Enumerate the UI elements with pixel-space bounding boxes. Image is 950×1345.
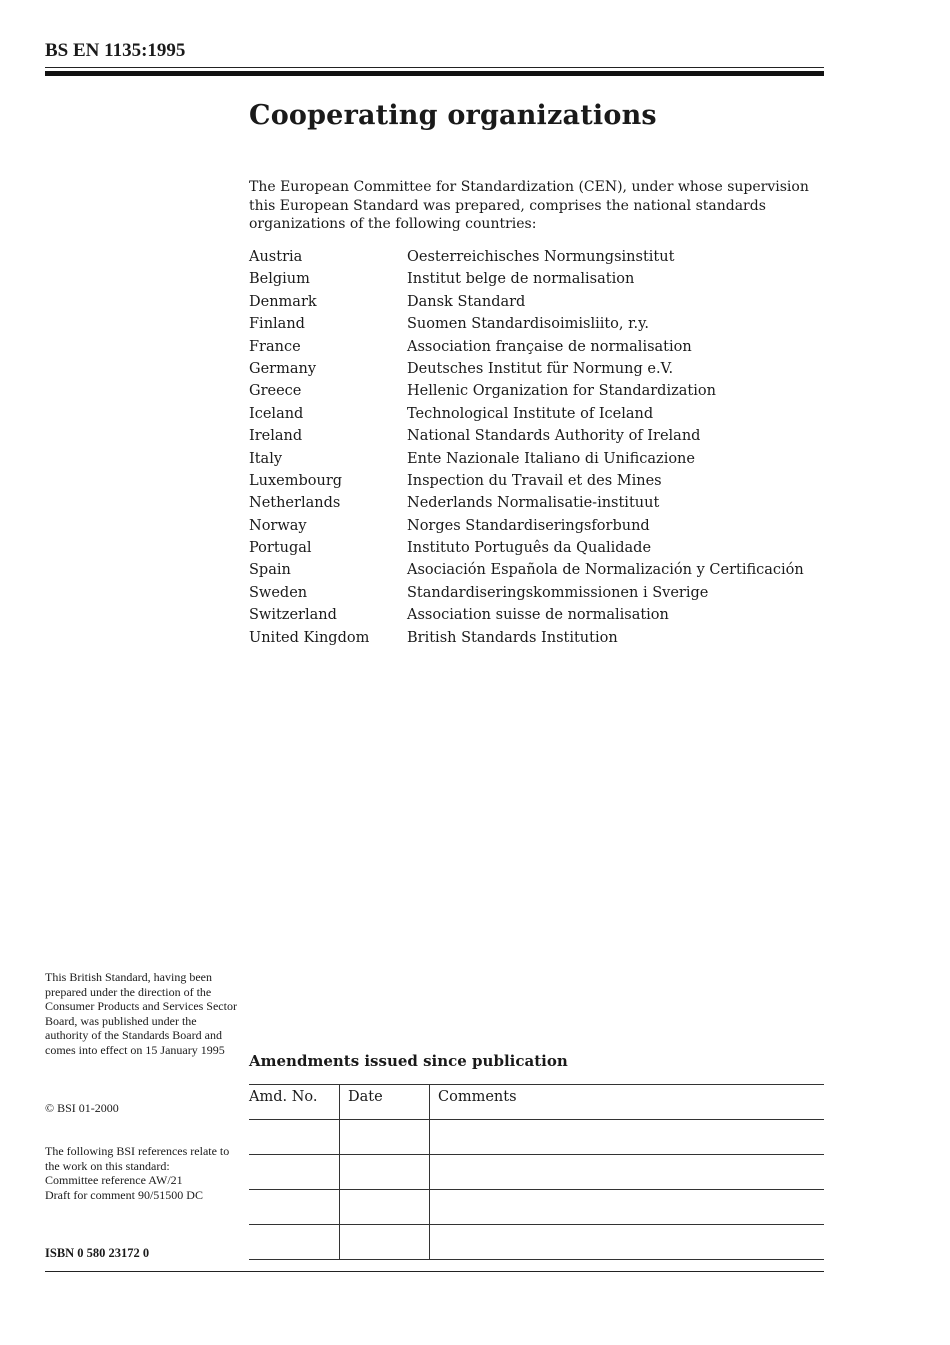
list-item (249, 451, 804, 473)
country-name: Netherlands (249, 495, 341, 512)
table-cell (430, 1225, 825, 1260)
organization-name: Inspection du Travail et des Mines (407, 472, 662, 489)
organization-name: British Standards Institution (407, 629, 618, 646)
country-name: Greece (249, 383, 302, 400)
list-item (249, 518, 804, 540)
list-item (249, 316, 804, 338)
isbn: ISBN 0 580 23172 0 (45, 1246, 150, 1260)
country-name: France (249, 338, 301, 355)
amendments-table (249, 1084, 824, 1260)
organization-name: Standardiseringskommissionen i Sverige (407, 584, 709, 601)
organization-name: Technological Institute of Iceland (407, 405, 654, 422)
column-header-comments: Comments (430, 1085, 825, 1120)
organization-name: Instituto Português da Qualidade (407, 540, 652, 557)
country-name: Germany (249, 360, 317, 377)
column-header-amd-no: Amd. No. (249, 1085, 340, 1120)
list-item (249, 383, 804, 405)
amendments-title: Amendments issued since publication (249, 1052, 568, 1070)
organization-name: Deutsches Institut für Normung e.V. (407, 360, 674, 377)
country-name: Denmark (249, 293, 317, 310)
list-item (249, 361, 804, 383)
country-name: Switzerland (249, 607, 337, 624)
header-rule-thin (45, 67, 824, 68)
organization-name: Ente Nazionale Italiano di Unificazione (407, 450, 695, 467)
country-name: Norway (249, 517, 307, 534)
organization-name: Nederlands Normalisatie-instituut (407, 495, 660, 512)
country-name: United Kingdom (249, 629, 370, 646)
footer-rule (45, 1271, 824, 1272)
list-item (249, 630, 804, 652)
table-row (249, 1225, 824, 1260)
organization-name: Suomen Standardisoimisliito, r.y. (407, 316, 649, 333)
list-item (249, 585, 804, 607)
organization-name: Association française de normalisation (407, 338, 692, 355)
draft-reference: Draft for comment 90/51500 DC (45, 1187, 203, 1202)
organization-name: Dansk Standard (407, 293, 526, 310)
country-name: Spain (249, 562, 291, 579)
country-name: Belgium (249, 271, 310, 288)
list-item (249, 339, 804, 361)
table-cell (340, 1155, 430, 1190)
list-item (249, 495, 804, 517)
list-item (249, 406, 804, 428)
column-header-date: Date (340, 1085, 430, 1120)
list-item (249, 607, 804, 629)
country-name: Luxembourg (249, 472, 343, 489)
table-cell (430, 1155, 825, 1190)
country-name: Finland (249, 316, 305, 333)
country-name: Italy (249, 450, 283, 467)
committee-reference: Committee reference AW/21 (45, 1173, 183, 1187)
header-rule-thick (45, 71, 824, 76)
organization-name: Oesterreichisches Normungsinstitut (407, 249, 675, 265)
table-row (249, 1120, 824, 1155)
bsi-references (45, 1144, 240, 1202)
list-item (249, 473, 804, 495)
table-cell (249, 1225, 340, 1260)
table-row (249, 1190, 824, 1225)
country-name: Portugal (249, 540, 312, 557)
list-item (249, 428, 804, 450)
amendments-header-row (249, 1085, 824, 1120)
document-id: BS EN 1135:1995 (45, 40, 186, 61)
table-cell (430, 1190, 825, 1225)
list-item (249, 540, 804, 562)
publication-note: This British Standard, having been prepared under the direction of the Consumer Products and Services Sector Board, was published under the authority of the Standards Board and comes into effect on 15 January 1995 (45, 970, 237, 1057)
organization-name: Hellenic Organization for Standardization (407, 383, 716, 400)
country-name: Iceland (249, 405, 304, 422)
organization-name: Association suisse de normalisation (407, 607, 669, 624)
list-item (249, 294, 804, 316)
references-intro: The following BSI references relate to the work on this standard: (45, 1144, 230, 1173)
organization-name: National Standards Authority of Ireland (407, 428, 701, 445)
list-item (249, 562, 804, 584)
table-cell (249, 1120, 340, 1155)
organization-name: Institut belge de normalisation (407, 271, 635, 288)
country-name: Sweden (249, 584, 308, 601)
organization-name: Asociación Española de Normalización y Certificación (407, 562, 804, 579)
page-title: Cooperating organizations (249, 100, 657, 131)
table-cell (430, 1120, 825, 1155)
country-name: Austria (249, 249, 303, 265)
table-cell (340, 1225, 430, 1260)
list-item (249, 271, 804, 293)
table-cell (340, 1120, 430, 1155)
organization-name: Norges Standardiseringsforbund (407, 517, 650, 534)
copyright-notice: © BSI 01-2000 (45, 1101, 119, 1115)
table-cell (249, 1155, 340, 1190)
table-cell (340, 1190, 430, 1225)
list-item (249, 249, 804, 271)
country-name: Ireland (249, 428, 303, 445)
table-cell (249, 1190, 340, 1225)
table-row (249, 1155, 824, 1190)
intro-paragraph: The European Committee for Standardization (CEN), under whose supervision this European Standard was prepared, comprises the national standards organizations of the following countries: (249, 179, 809, 232)
organizations-list (249, 249, 804, 652)
